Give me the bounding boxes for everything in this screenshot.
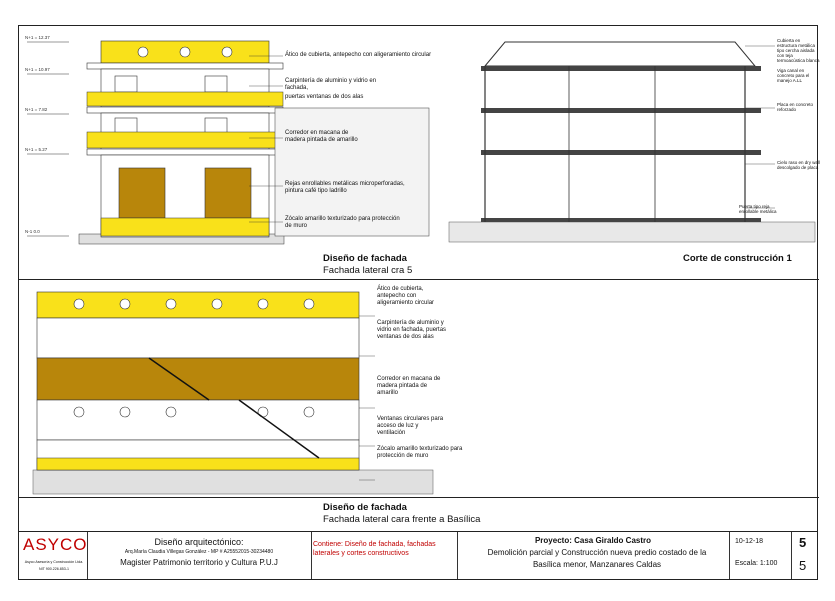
section-annotation-door: Puerta tipo reja enrollable metálica [739, 204, 777, 214]
section-annotation-roof: Cubierta en estructura metálica tipo cercha aislada con teja termoacústica blanca [777, 38, 820, 63]
annotation-grilles: Rejas enrollables metálicas microperforadas, pintura café tipo ladrillo [285, 181, 405, 194]
company-nit: NIT 900.226.853-1 [39, 567, 69, 571]
bottom-facade-title: Diseño de fachada [323, 502, 407, 513]
bottom-annotation-attic: Ático de cubierta, antepecho con aligeramiento circular [377, 286, 435, 306]
company-name: Asyco Asesoría y Construcción Ltda. [24, 560, 84, 564]
annotation-corridor: Corredor en macana de madera pintada de amarillo [285, 130, 358, 143]
annotation-carpentry-doors: puertas ventanas de dos alas [285, 94, 364, 100]
top-facade-subtitle: Fachada lateral cra 5 [323, 265, 413, 276]
section-drawing [445, 26, 819, 254]
section-annotation-ceiling: Cielo raso en dry wall descolgado de placa [777, 160, 821, 170]
company-logo: ASYCO [23, 535, 88, 554]
designer-cell [87, 532, 311, 580]
section-title: Corte de construcción 1 [683, 253, 792, 264]
level-label: N+1 = 7.82 [25, 107, 48, 112]
project-description: Demolición parcial y Construcción nueva predio costado de la Basílica menor, Manzanares Caldas [487, 548, 707, 569]
contents-cell [313, 540, 455, 558]
logo-cell [19, 532, 87, 580]
section-panel [445, 26, 819, 254]
section-annotation-gutter: Viga canal en concreto para el manejo A.LL [777, 68, 810, 83]
level-label: N+1 = 12.37 [25, 35, 50, 40]
bottom-facade-subtitle: Fachada lateral cara frente a Basílica [323, 514, 481, 525]
annotation-carpentry: Carpintería de aluminio y vidrio en fachada, [285, 78, 377, 91]
bottom-annotation-plinth: Zócalo amarillo texturizado para protección de muro [377, 446, 463, 459]
bottom-annotation-carpentry: Carpintería de aluminio y vidrio en fachada, puertas ventanas de dos alas [377, 320, 447, 340]
level-label: N-1 0.0 [25, 229, 40, 234]
top-facade-panel [19, 26, 445, 254]
level-label: N+1 = 5.27 [25, 147, 48, 152]
project-name: Proyecto: Casa Giraldo Castro [534, 536, 652, 545]
sheet-number-cell [791, 532, 817, 580]
date-scale-cell [729, 532, 791, 580]
section-annotation-slab: Placa en concreto reforzado [777, 102, 814, 112]
title-block [19, 531, 817, 579]
drawing-scale: Escala: 1:100 [735, 560, 778, 567]
project-cell [457, 532, 729, 580]
bottom-annotation-corridor: Corredor en macana de madera pintada de amarillo [377, 376, 441, 396]
designer-degree: Magister Patrimonio territorio y Cultura P.U.J [120, 558, 278, 567]
bottom-annotation-windows: Ventanas circulares para acceso de luz y ventilación [377, 416, 444, 436]
top-captions-row [19, 252, 819, 280]
top-facade-title: Diseño de fachada [323, 253, 407, 264]
sheet-contents: Contiene: Diseño de fachada, fachadas laterales y cortes constructivos [313, 541, 436, 557]
drawing-date: 10-12-18 [735, 538, 764, 545]
annotation-attic: Ático de cubierta, antepecho con aligeramiento circular [285, 52, 432, 58]
annotation-plinth: Zócalo amarillo texturizado para protección de muro [285, 216, 400, 229]
bottom-facade-panel [19, 282, 819, 497]
bottom-captions-row [19, 497, 819, 529]
cell-divider [311, 532, 312, 579]
designer-name: Arq.María Claudia Villegas González - MP # A25552015-30234480 [124, 549, 274, 555]
drawing-sheet [18, 25, 821, 580]
level-label: N+1 = 10.97 [25, 67, 50, 72]
sheet-number-small: 5 [799, 558, 807, 573]
sheet-number: 5 [799, 535, 807, 550]
designer-heading: Diseño arquitectónico: [154, 537, 244, 547]
